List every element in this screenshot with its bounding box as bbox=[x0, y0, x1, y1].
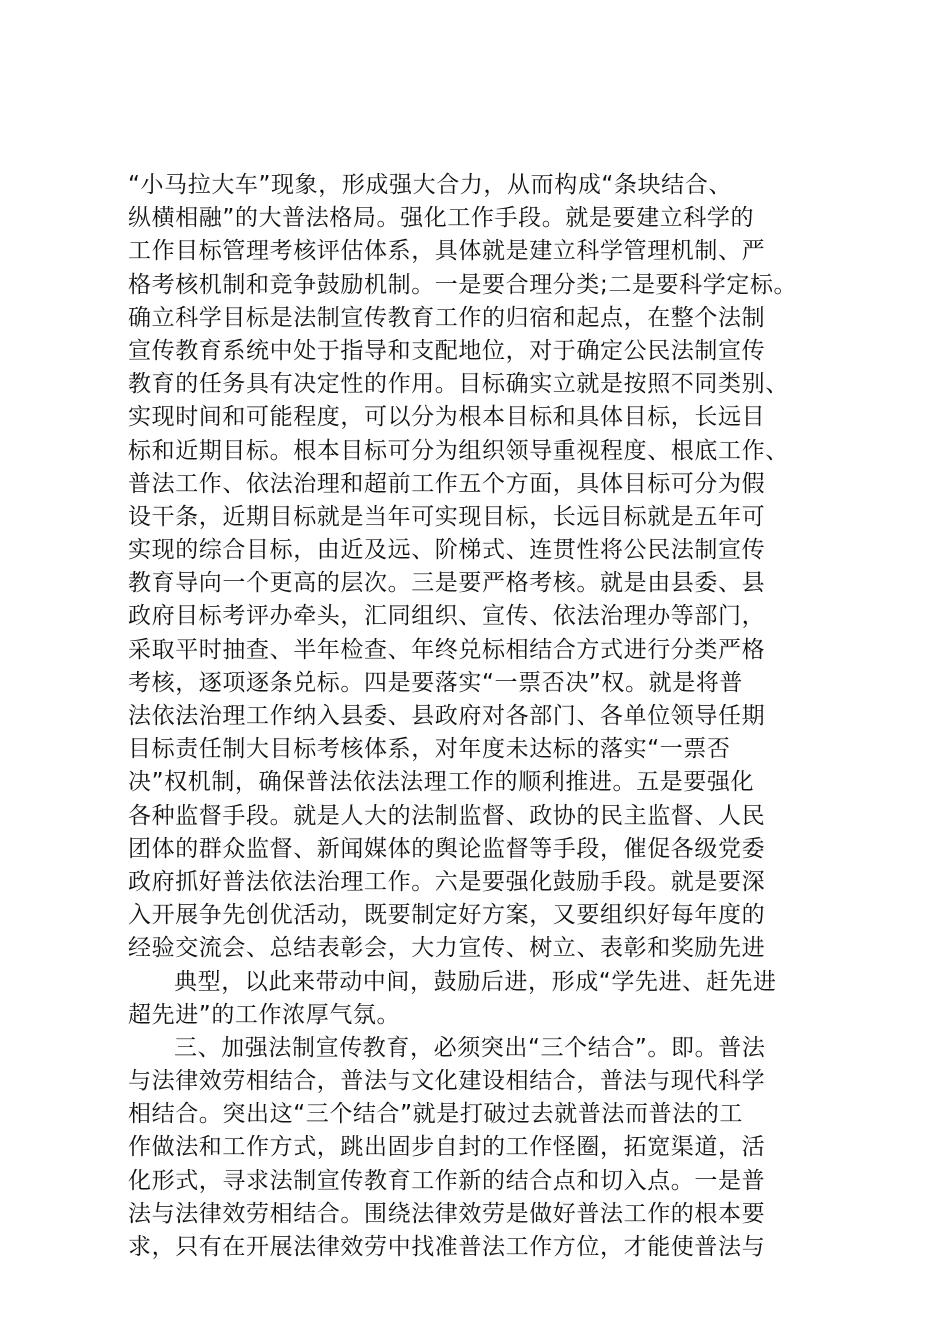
text-line: 设干条，近期目标就是当年可实现目标，长远目标就是五年可 bbox=[128, 503, 766, 530]
text-line: 各种监督手段。就是人大的法制监督、政协的民主监督、人民 bbox=[128, 802, 766, 829]
text-line: 法与法律效劳相结合。围绕法律效劳是做好普法工作的根本要 bbox=[128, 1200, 766, 1227]
text-line: 三、加强法制宣传教育，必须突出“三个结合”。即。普法 bbox=[174, 1034, 766, 1061]
text-line: 纵横相融”的大普法格局。强化工作手段。就是要建立科学的 bbox=[128, 205, 755, 232]
document-body-text bbox=[128, 169, 828, 1264]
text-line: 采取平时抽查、半年检查、年终兑标相结合方式进行分类严格 bbox=[128, 636, 766, 663]
text-line: 与法律效劳相结合，普法与文化建设相结合，普法与现代科学 bbox=[128, 1068, 766, 1095]
text-line: 化形式，寻求法制宣传教育工作新的结合点和切入点。一是普 bbox=[128, 1167, 766, 1194]
text-line: 实现时间和可能程度，可以分为根本目标和具体目标，长远目 bbox=[128, 404, 766, 431]
text-line: 格考核机制和竞争鼓励机制。一是要合理分类;二是要科学定标。 bbox=[128, 271, 798, 298]
text-line: 政府抓好普法依法治理工作。六是要强化鼓励手段。就是要深 bbox=[128, 868, 766, 895]
text-line: 标和近期目标。根本目标可分为组织领导重视程度、根底工作、 bbox=[128, 437, 789, 464]
text-line: 超先进”的工作浓厚气氛。 bbox=[128, 1001, 401, 1028]
text-line: 法依法治理工作纳入县委、县政府对各部门、各单位领导任期 bbox=[128, 703, 766, 729]
text-line: 教育的任务具有决定性的作用。目标确实立就是按照不同类别、 bbox=[128, 371, 789, 398]
text-line: 经验交流会、总结表彰会，大力宣传、树立、表彰和奖励先进 bbox=[128, 935, 766, 962]
text-line: 相结合。突出这“三个结合”就是打破过去就普法而普法的工 bbox=[128, 1101, 744, 1128]
text-line: 普法工作、依法治理和超前工作五个方面，具体目标可分为假 bbox=[128, 470, 766, 497]
text-line: 确立科学目标是法制宣传教育工作的归宿和起点，在整个法制 bbox=[128, 304, 766, 331]
text-line: 实现的综合目标，由近及远、阶梯式、连贯性将公民法制宣传 bbox=[128, 537, 766, 564]
text-line: 教育导向一个更高的层次。三是要严格考核。就是由县委、县 bbox=[128, 570, 766, 597]
text-line: 工作目标管理考核评估体系，具体就是建立科学管理机制、严 bbox=[128, 238, 766, 265]
text-line: 入开展争先创优活动，既要制定好方案，又要组织好每年度的 bbox=[128, 902, 766, 929]
text-line: 作做法和工作方式，跳出固步自封的工作怪圈，拓宽渠道，活 bbox=[128, 1134, 766, 1161]
text-line: 宣传教育系统中处于指导和支配地位，对于确定公民法制宣传 bbox=[128, 337, 766, 364]
text-line: 政府目标考评办牵头，汇同组织、宣传、依法治理办等部门， bbox=[128, 603, 766, 630]
text-line: 求，只有在开展法律效劳中找准普法工作方位，才能使普法与 bbox=[128, 1234, 766, 1260]
text-line: 目标责任制大目标考核体系，对年度未达标的落实“一票否 bbox=[128, 736, 731, 763]
text-line: 决”权机制，确保普法依法法理工作的顺利推进。五是要强化 bbox=[128, 769, 755, 796]
text-line: 典型，以此来带动中间，鼓励后进，形成“学先进、赶先进 bbox=[174, 968, 777, 995]
text-line: 考核，逐项逐条兑标。四是要落实“一票否决”权。就是将普 bbox=[128, 669, 744, 696]
text-line: “小马拉大车”现象，形成强大合力，从而构成“条块结合、 bbox=[128, 172, 732, 198]
text-line: 团体的群众监督、新闻媒体的舆论监督等手段，催促各级党委 bbox=[128, 835, 766, 862]
